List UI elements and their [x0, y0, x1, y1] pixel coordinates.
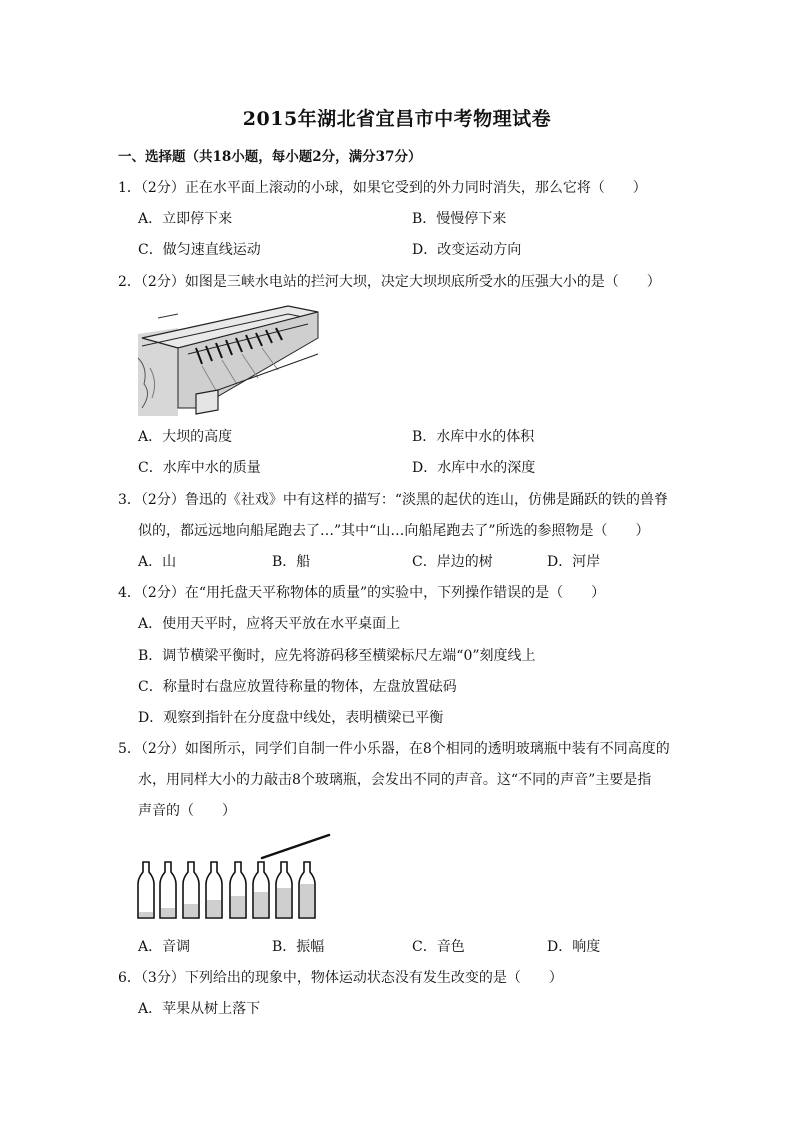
question-6-text: 6．（3分）下列给出的现象中，物体运动状态没有发生改变的是（ ）	[118, 970, 563, 986]
bottles-image	[134, 830, 334, 922]
question-1-option-d: D．改变运动方向	[412, 242, 522, 258]
question-6-option-a: A．苹果从树上落下	[138, 1001, 261, 1017]
question-5-text-line-1: 5．（2分）如图所示，同学们自制一件小乐器，在8个相同的透明玻璃瓶中装有不同高度的	[118, 741, 670, 757]
section-heading: 一、选择题（共18小题，每小题2分，满分37分）	[118, 149, 422, 165]
question-2-option-c: C．水库中水的质量	[138, 460, 261, 476]
question-4-option-c: C．称量时右盘应放置待称量的物体，左盘放置砝码	[138, 679, 457, 695]
question-5-option-b: B．振幅	[272, 939, 325, 955]
question-5-text-line-3: 声音的（ ）	[138, 803, 236, 819]
question-3-option-c: C．岸边的树	[412, 554, 493, 570]
question-3-option-a: A．山	[138, 554, 177, 570]
page-title: 2015年湖北省宜昌市中考物理试卷	[242, 108, 552, 130]
question-3-text-line-2: 似的，都远远地向船尾跑去了…”其中“山…向船尾跑去了”所选的参照物是（ ）	[138, 523, 650, 539]
question-1-option-a: A．立即停下来	[138, 211, 233, 227]
question-4-text: 4．（2分）在“用托盘天平称物体的质量”的实验中，下列操作错误的是（ ）	[118, 585, 606, 601]
question-5-option-a: A．音调	[138, 939, 191, 955]
question-2-option-b: B．水库中水的体积	[412, 429, 535, 445]
dam-image	[138, 298, 322, 416]
question-1-text: 1．（2分）正在水平面上滚动的小球，如果它受到的外力同时消失，那么它将（ ）	[118, 180, 647, 196]
question-4-option-d: D．观察到指针在分度盘中线处，表明横梁已平衡	[138, 710, 444, 726]
question-4-option-a: A．使用天平时，应将天平放在水平桌面上	[138, 616, 401, 632]
question-4-option-b: B．调节横梁平衡时，应先将游码移至横梁标尺左端“0”刻度线上	[138, 648, 536, 664]
question-1-option-c: C．做匀速直线运动	[138, 242, 261, 258]
question-3-text-line-1: 3．（2分）鲁迅的《社戏》中有这样的描写：“淡黑的起伏的连山，仿佛是踊跃的铁的兽脊	[118, 492, 668, 508]
question-3-option-d: D．河岸	[547, 554, 601, 570]
question-1-option-b: B．慢慢停下来	[412, 211, 507, 227]
question-3-option-b: B．船	[272, 554, 311, 570]
question-2-option-d: D．水库中水的深度	[412, 460, 536, 476]
question-5-option-d: D．响度	[547, 939, 601, 955]
question-5-option-c: C．音色	[412, 939, 465, 955]
question-5-text-line-2: 水，用同样大小的力敲击8个玻璃瓶，会发出不同的声音。这“不同的声音”主要是指	[138, 772, 652, 788]
question-2-text: 2．（2分）如图是三峡水电站的拦河大坝，决定大坝坝底所受水的压强大小的是（ ）	[118, 274, 661, 290]
question-2-option-a: A．大坝的高度	[138, 429, 233, 445]
